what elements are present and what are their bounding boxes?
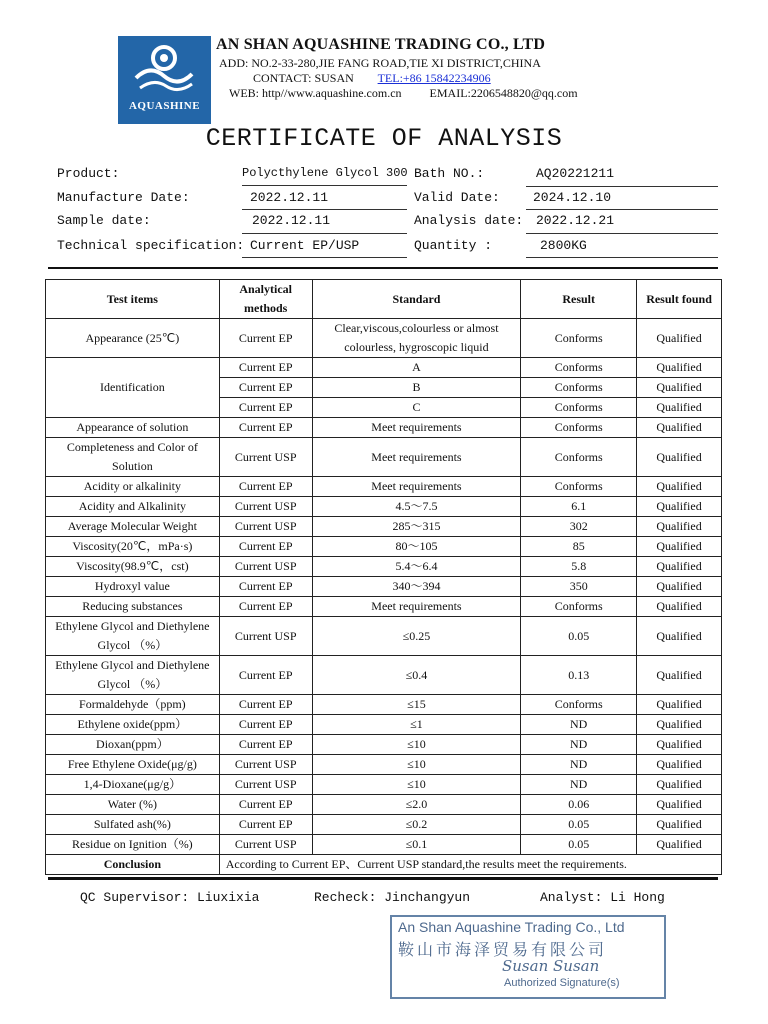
cell-result: Conforms [521, 358, 637, 378]
product-value: Polycthylene Glycol 300 [242, 166, 408, 180]
table-row [46, 597, 722, 617]
table-row [46, 835, 722, 855]
analysis-date-label: Analysis date: [414, 213, 524, 228]
cell-test-item: Acidity or alkalinity [46, 477, 220, 497]
cell-result-found: Qualified [637, 358, 722, 378]
cell-result-found: Qualified [637, 378, 722, 398]
cell-test-item: Free Ethylene Oxide(μg/g) [46, 755, 220, 775]
cell-test-item: Ethylene Glycol and Diethylene Glycol （%） [46, 656, 220, 695]
table-row [46, 358, 722, 378]
table-row [46, 577, 722, 597]
manufacture-date-value: 2022.12.11 [250, 190, 329, 205]
cell-test-item: Completeness and Color of Solution [46, 438, 220, 477]
cell-method: Current EP [219, 695, 312, 715]
cell-method: Current EP [219, 378, 312, 398]
cell-method: Current EP [219, 735, 312, 755]
cell-result: 85 [521, 537, 637, 557]
cell-result: ND [521, 715, 637, 735]
cell-standard: Meet requirements [312, 418, 521, 438]
sample-date-label: Sample date: [57, 213, 151, 228]
cell-result-found: Qualified [637, 656, 722, 695]
cell-result: Conforms [521, 418, 637, 438]
cell-result: Conforms [521, 378, 637, 398]
quantity-label: Quantity : [414, 238, 493, 253]
company-contact [253, 71, 491, 86]
cell-test-item: Ethylene oxide(ppm） [46, 715, 220, 735]
cell-standard: ≤0.25 [312, 617, 521, 656]
cell-standard: ≤0.4 [312, 656, 521, 695]
cell-test-item: Sulfated ash(%) [46, 815, 220, 835]
header-test-items: Test items [46, 280, 220, 319]
contact-name: CONTACT: SUSAN [253, 71, 354, 85]
cell-result-found: Qualified [637, 438, 722, 477]
table-row [46, 418, 722, 438]
cell-standard: ≤10 [312, 735, 521, 755]
conclusion-text: According to Current EP、Current USP standard,the results meet the requirements. [219, 855, 721, 875]
website-text: WEB: http//www.aquashine.com.cn [229, 86, 402, 100]
cell-result: Conforms [521, 597, 637, 617]
cell-standard: 340～394 [312, 577, 521, 597]
footer-rule [48, 877, 718, 880]
cell-standard: ≤15 [312, 695, 521, 715]
analysis-table [45, 279, 722, 875]
cell-result-found: Qualified [637, 815, 722, 835]
cell-test-item: Identification [46, 358, 220, 418]
cell-test-item: Average Molecular Weight [46, 517, 220, 537]
cell-result: Conforms [521, 477, 637, 497]
cell-method: Current EP [219, 815, 312, 835]
cell-test-item: Appearance (25℃) [46, 319, 220, 358]
divider [526, 257, 718, 258]
cell-method: Current USP [219, 755, 312, 775]
header-standard: Standard [312, 280, 521, 319]
table-row [46, 557, 722, 577]
cell-result: Conforms [521, 438, 637, 477]
cell-result: 0.06 [521, 795, 637, 815]
cell-standard: 4.5～7.5 [312, 497, 521, 517]
divider [242, 209, 407, 210]
cell-result-found: Qualified [637, 557, 722, 577]
product-label: Product: [57, 166, 120, 181]
cell-method: Current EP [219, 477, 312, 497]
cell-result: ND [521, 755, 637, 775]
cell-test-item: Residue on Ignition（%) [46, 835, 220, 855]
cell-standard: 285～315 [312, 517, 521, 537]
table-row [46, 517, 722, 537]
manufacture-date-label: Manufacture Date: [57, 190, 190, 205]
logo-brand-text: AQUASHINE [128, 100, 201, 112]
table-body [46, 418, 722, 855]
table-header-row [46, 280, 722, 319]
cell-result: Conforms [521, 319, 637, 358]
divider [526, 233, 718, 234]
table-row [46, 617, 722, 656]
company-address: ADD: NO.2-33-280,JIE FANG ROAD,TIE XI DISTRICT,CHINA [219, 56, 541, 70]
divider [526, 186, 718, 187]
cell-result: ND [521, 775, 637, 795]
cell-method: Current EP [219, 656, 312, 695]
divider [242, 233, 407, 234]
cell-result-found: Qualified [637, 755, 722, 775]
header-result-found: Result found [637, 280, 722, 319]
cell-standard: Clear,viscous,colourless or almost colourless, hygroscopic liquid [312, 319, 521, 358]
cell-result-found: Qualified [637, 319, 722, 358]
cell-result: 302 [521, 517, 637, 537]
email-text: EMAIL:2206548820@qq.com [429, 86, 578, 100]
cell-result: Conforms [521, 695, 637, 715]
table-row [46, 775, 722, 795]
table-row [46, 715, 722, 735]
recheck-signature: Recheck: Jinchangyun [314, 890, 471, 905]
cell-result: 350 [521, 577, 637, 597]
table-row [46, 438, 722, 477]
cell-method: Current EP [219, 358, 312, 378]
cell-result-found: Qualified [637, 577, 722, 597]
cell-result: 0.05 [521, 617, 637, 656]
header-analytical-methods: Analytical methods [219, 280, 312, 319]
cell-standard: Meet requirements [312, 438, 521, 477]
cell-method: Current USP [219, 557, 312, 577]
cell-method: Current EP [219, 577, 312, 597]
technical-spec-value: Current EP/USP [250, 238, 360, 253]
table-row [46, 656, 722, 695]
handwritten-signature: Susan Susan [502, 957, 600, 975]
table-row [46, 477, 722, 497]
analyst-signature: Analyst: Li Hong [540, 890, 665, 905]
cell-standard: 5.4～6.4 [312, 557, 521, 577]
table-row [46, 755, 722, 775]
cell-method: Current USP [219, 438, 312, 477]
table-row [46, 319, 722, 358]
cell-result-found: Qualified [637, 795, 722, 815]
company-stamp [390, 915, 666, 999]
cell-result-found: Qualified [637, 597, 722, 617]
cell-result-found: Qualified [637, 835, 722, 855]
table-row [46, 497, 722, 517]
cell-method: Current USP [219, 497, 312, 517]
batch-label: Bath NO.: [414, 166, 485, 181]
cell-standard: Meet requirements [312, 597, 521, 617]
header-result: Result [521, 280, 637, 319]
header-rule [48, 267, 718, 269]
cell-result: ND [521, 735, 637, 755]
cell-result-found: Qualified [637, 398, 722, 418]
cell-result-found: Qualified [637, 537, 722, 557]
cell-result: 0.13 [521, 656, 637, 695]
technical-spec-label: Technical specification: [57, 238, 245, 253]
divider [242, 185, 407, 186]
cell-test-item: Dioxan(ppm） [46, 735, 220, 755]
cell-method: Current USP [219, 617, 312, 656]
cell-method: Current USP [219, 775, 312, 795]
cell-result-found: Qualified [637, 418, 722, 438]
stamp-company-cn: 鞍山市海泽贸易有限公司 [398, 942, 608, 959]
cell-method: Current EP [219, 418, 312, 438]
cell-method: Current EP [219, 398, 312, 418]
table-row [46, 795, 722, 815]
table-row [46, 815, 722, 835]
cell-method: Current EP [219, 319, 312, 358]
divider [242, 257, 407, 258]
company-web-email [229, 86, 578, 101]
cell-test-item: 1,4-Dioxane(μg/g） [46, 775, 220, 795]
table-row [46, 735, 722, 755]
cell-test-item: Appearance of solution [46, 418, 220, 438]
cell-standard: ≤2.0 [312, 795, 521, 815]
cell-standard: ≤1 [312, 715, 521, 735]
cell-standard: C [312, 398, 521, 418]
cell-result-found: Qualified [637, 735, 722, 755]
cell-standard: ≤10 [312, 775, 521, 795]
cell-result-found: Qualified [637, 477, 722, 497]
cell-test-item: Ethylene Glycol and Diethylene Glycol （%） [46, 617, 220, 656]
batch-value: AQ20221211 [536, 166, 615, 181]
table-row [46, 537, 722, 557]
cell-result: 0.05 [521, 815, 637, 835]
cell-result-found: Qualified [637, 617, 722, 656]
cell-standard: ≤0.2 [312, 815, 521, 835]
cell-result: 0.05 [521, 835, 637, 855]
cell-test-item: Acidity and Alkalinity [46, 497, 220, 517]
cell-method: Current USP [219, 835, 312, 855]
cell-result: Conforms [521, 398, 637, 418]
cell-standard: B [312, 378, 521, 398]
company-name: AN SHAN AQUASHINE TRADING CO., LTD [216, 36, 546, 53]
analysis-date-value: 2022.12.21 [536, 213, 615, 228]
cell-method: Current EP [219, 715, 312, 735]
valid-date-label: Valid Date: [414, 190, 500, 205]
cell-method: Current EP [219, 597, 312, 617]
cell-standard: ≤10 [312, 755, 521, 775]
telephone-link[interactable]: TEL:+86 15842234906 [377, 71, 491, 85]
sample-date-value: 2022.12.11 [252, 213, 331, 228]
company-logo [118, 36, 211, 124]
cell-result: 5.8 [521, 557, 637, 577]
qc-supervisor: QC Supervisor: Liuxixia [80, 890, 260, 905]
cell-result-found: Qualified [637, 497, 722, 517]
stamp-authorized: Authorized Signature(s) [504, 977, 620, 989]
table-row [46, 695, 722, 715]
page-title: CERTIFICATE OF ANALYSIS [205, 124, 563, 153]
conclusion-row [46, 855, 722, 875]
cell-result: 6.1 [521, 497, 637, 517]
cell-test-item: Reducing substances [46, 597, 220, 617]
conclusion-label: Conclusion [46, 855, 220, 875]
cell-result-found: Qualified [637, 517, 722, 537]
cell-test-item: Water (%) [46, 795, 220, 815]
cell-test-item: Viscosity(98.9℃，cst) [46, 557, 220, 577]
quantity-value: 2800KG [540, 238, 587, 253]
cell-method: Current EP [219, 537, 312, 557]
valid-date-value: 2024.12.10 [533, 190, 612, 205]
wave-logo-icon [132, 42, 196, 94]
cell-standard: 80～105 [312, 537, 521, 557]
cell-method: Current EP [219, 795, 312, 815]
cell-test-item: Viscosity(20℃，mPa·s) [46, 537, 220, 557]
cell-test-item: Hydroxyl value [46, 577, 220, 597]
cell-standard: A [312, 358, 521, 378]
cell-result-found: Qualified [637, 695, 722, 715]
stamp-company-en: An Shan Aquashine Trading Co., Ltd [398, 919, 625, 935]
cell-method: Current USP [219, 517, 312, 537]
cell-standard: ≤0.1 [312, 835, 521, 855]
cell-result-found: Qualified [637, 715, 722, 735]
cell-standard: Meet requirements [312, 477, 521, 497]
divider [526, 209, 718, 210]
cell-result-found: Qualified [637, 775, 722, 795]
cell-test-item: Formaldehyde（ppm) [46, 695, 220, 715]
